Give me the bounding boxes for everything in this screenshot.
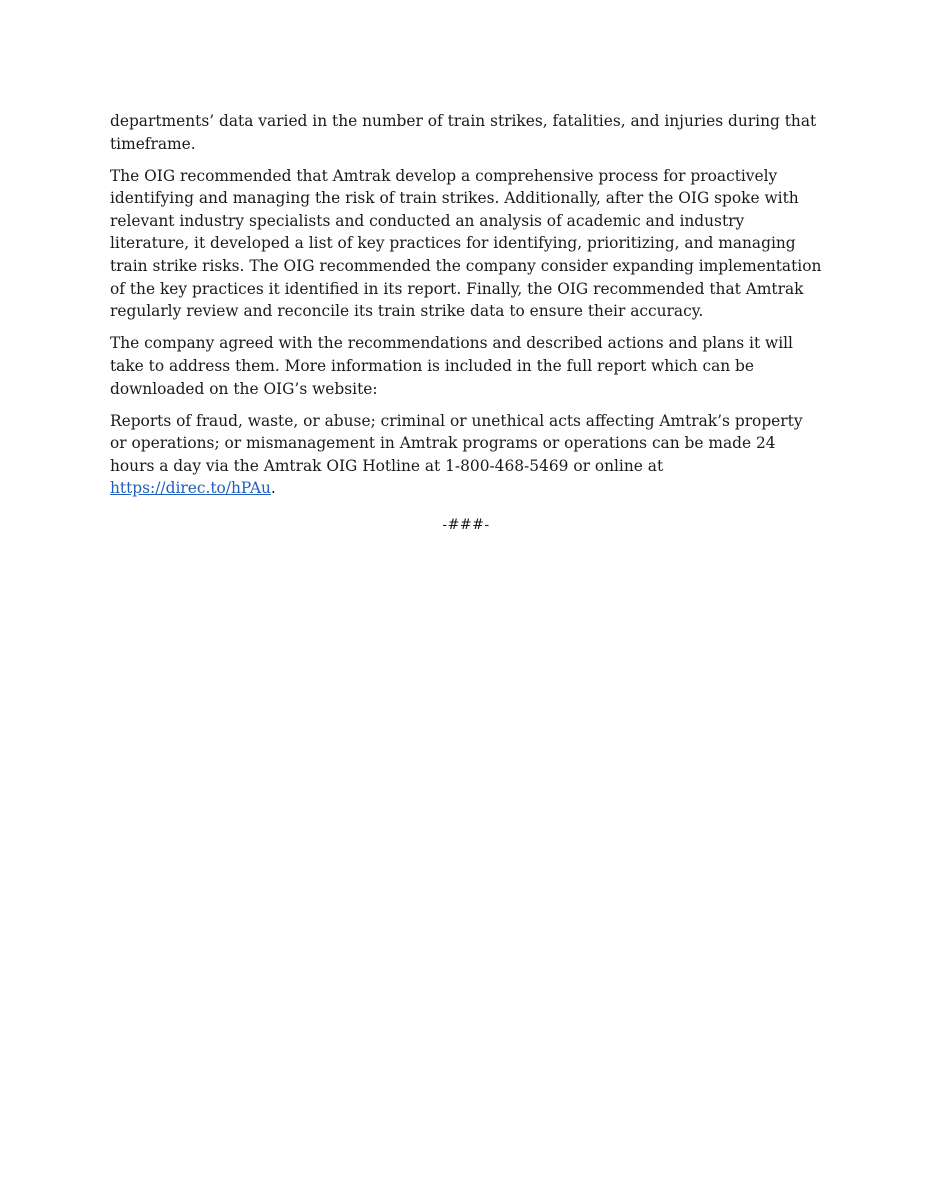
paragraph-data-variation: departments’ data varied in the number of train strikes, fatalities, and injuries during that timeframe. <box>110 112 817 153</box>
hotline-text: Reports of fraud, waste, or abuse; criminal or unethical acts affecting Amtrak’s property or operations; or mismanagement in Amtrak programs or operations can be made 24 hours a day via the Amtrak OIG Hotline at 1-800-468-5469 or online at <box>110 411 803 475</box>
paragraph-company-response: The company agreed with the recommendations and described actions and plans it will take to address them. More information is included in the full report which can be downloaded on the OIG’s website: <box>110 334 793 398</box>
end-of-document-mark: -###- <box>442 517 490 533</box>
hotline-trailing-punctuation: . <box>270 479 276 498</box>
document-body <box>110 110 822 537</box>
paragraph-recommendations: The OIG recommended that Amtrak develop a comprehensive process for proactively identifying and managing the risk of train strikes. Additionally, after the OIG spoke with relevant industry specialists and conducted an analysis of academic and industry literature, it developed a list of key practices for identifying, prioritizing, and managing train strike risks. The OIG recommended the company consider expanding implementation of the key practices it identified in its report. Finally, the OIG recommended that Amtrak regularly review and reconcile its train strike data to ensure their accuracy. <box>110 166 822 321</box>
hotline-link[interactable]: https://direc.to/hPAu <box>110 479 271 498</box>
paragraph-hotline <box>110 410 822 500</box>
